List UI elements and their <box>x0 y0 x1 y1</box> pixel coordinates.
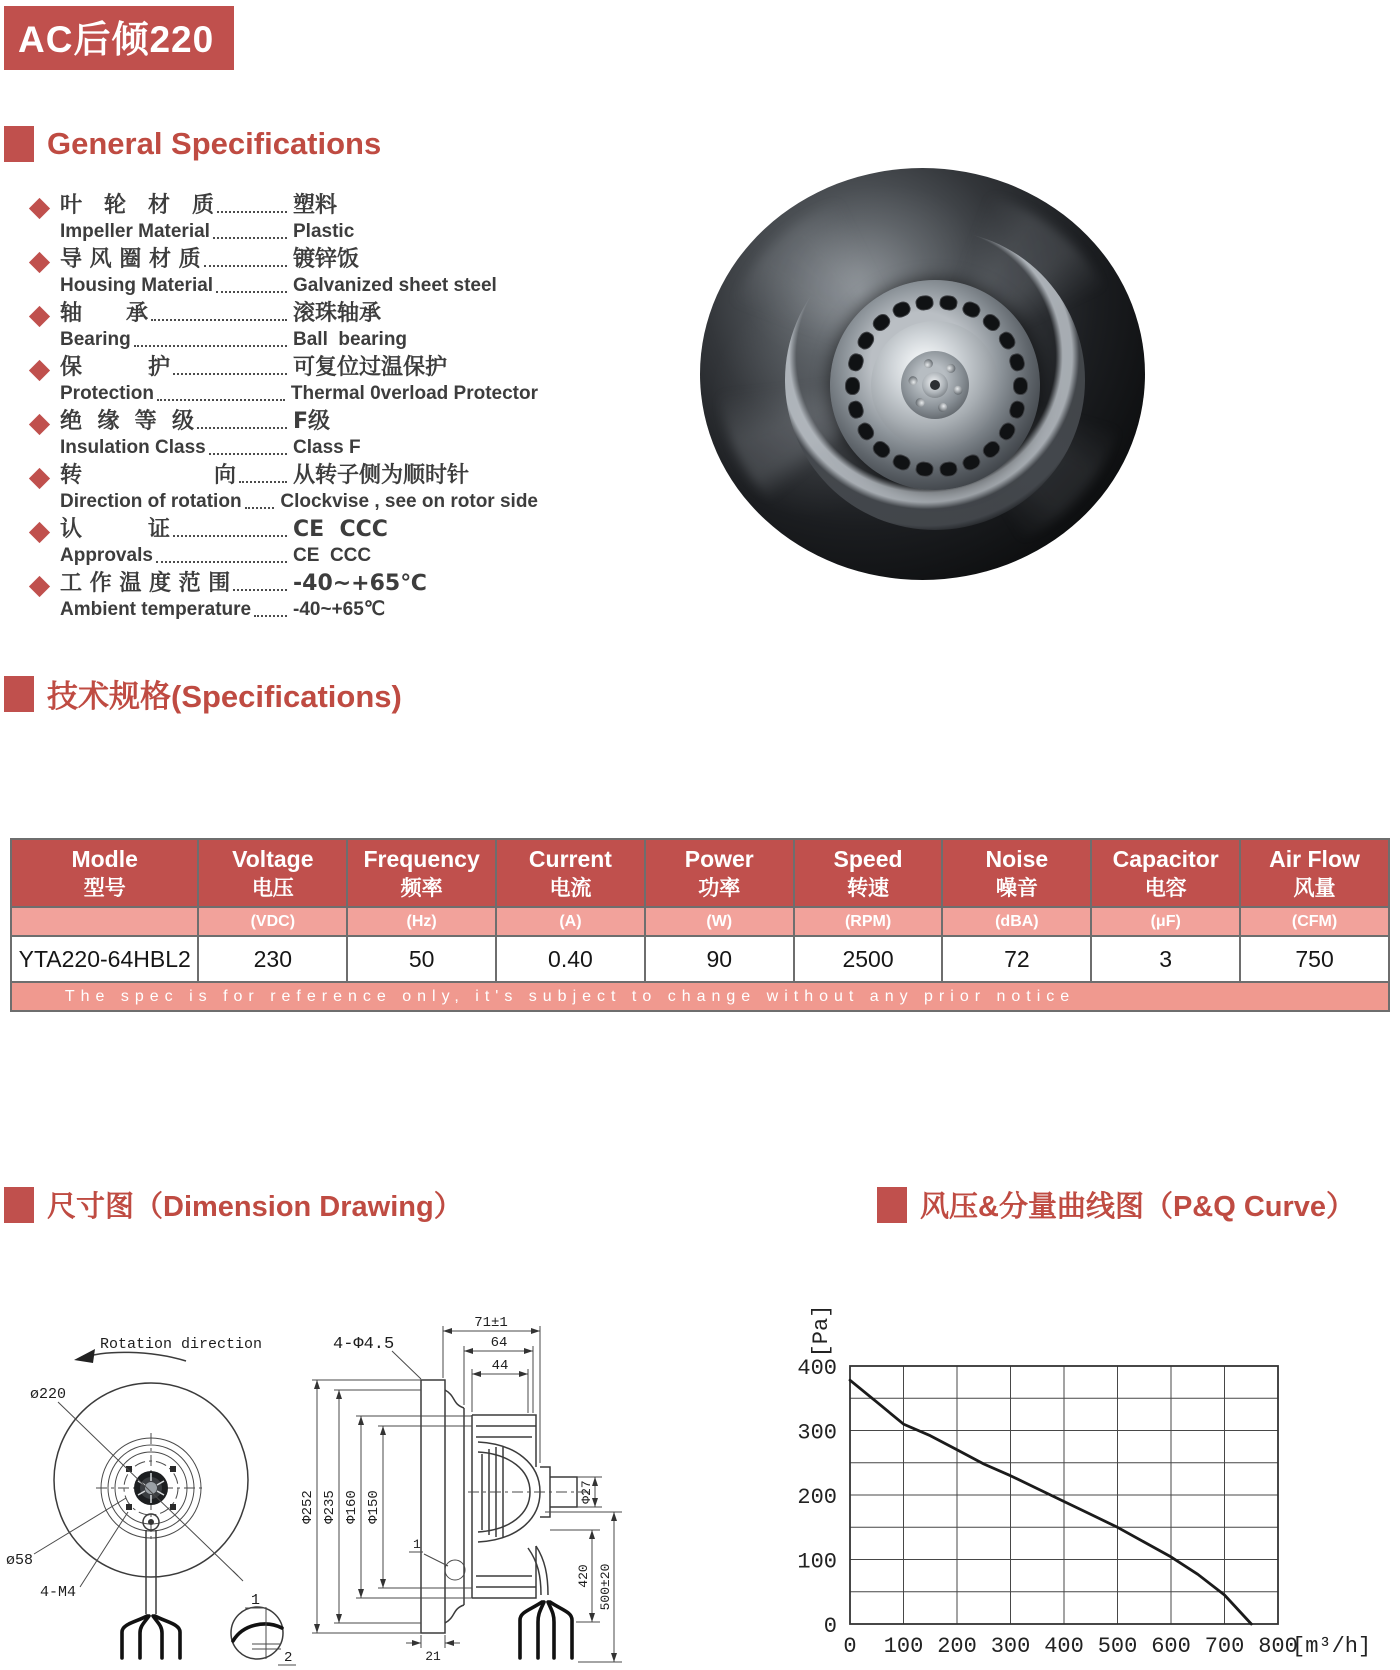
spec-line-en <box>60 381 538 407</box>
dotted-leader <box>204 265 287 267</box>
spec-value-en: Ball bearing <box>293 329 408 350</box>
rotor-vent-hole <box>1013 377 1028 395</box>
x-tick-label: 700 <box>1204 1634 1245 1659</box>
holes-leader <box>392 1351 421 1379</box>
spec-line-zh <box>60 570 538 597</box>
cable-gland-center <box>148 1519 154 1525</box>
side-cable-2 <box>528 1548 541 1595</box>
spec-line-zh <box>60 516 538 543</box>
spec-line-zh <box>60 354 538 381</box>
column-unit-2: (Hz) <box>347 907 496 936</box>
x-tick-label: 200 <box>937 1634 977 1659</box>
column-header-en: Voltage <box>232 846 314 872</box>
column-header-en: Frequency <box>363 846 480 872</box>
y-tick-label: 300 <box>797 1420 837 1446</box>
d160-label: Φ160 <box>344 1490 360 1524</box>
column-header-1 <box>198 839 347 907</box>
column-unit-5: (RPM) <box>794 907 943 936</box>
diamond-bullet-icon <box>29 576 50 597</box>
page-title: AC后倾220 <box>4 6 234 70</box>
spec-line-zh <box>60 408 538 435</box>
spec-line-en <box>60 489 538 515</box>
spec-label-en: Approvals <box>60 545 153 566</box>
spec-label-zh: 认 证 <box>60 517 171 542</box>
column-header-en: Power <box>684 846 754 872</box>
hub-screw <box>913 396 926 409</box>
dimension-drawing <box>0 1230 630 1670</box>
spec-value-zh: 镀锌饭 <box>293 247 360 272</box>
spec-label-en: Insulation Class <box>60 437 206 458</box>
pq-curve-chart <box>735 1225 1395 1670</box>
dim21-label: 21 <box>425 1649 441 1664</box>
spec-line-zh <box>60 192 538 219</box>
general-specs-heading <box>4 126 381 162</box>
spec-value-zh: 可复位过温保护 <box>293 355 448 380</box>
m4-label: 4-M4 <box>40 1584 77 1601</box>
holes-label: 4-Φ4.5 <box>333 1335 395 1354</box>
spec-item-6 <box>32 516 552 569</box>
hub-screw <box>922 357 933 368</box>
bottom-dim-extensions <box>421 1635 445 1648</box>
spec-label-en: Housing Material <box>60 275 214 296</box>
dotted-leader <box>157 399 285 401</box>
spec-line-en <box>60 543 538 569</box>
dotted-leader <box>213 237 287 239</box>
detail2-label: 2 <box>284 1650 293 1666</box>
rotor-vent-hole <box>870 311 893 334</box>
rotor-vent-hole <box>1007 352 1026 373</box>
spec-item-7 <box>32 570 552 623</box>
x-tick-label: 100 <box>883 1634 924 1659</box>
table-cell-7: 3 <box>1091 936 1240 982</box>
column-header-zh: 转速 <box>847 876 890 900</box>
column-header-en: Capacitor <box>1112 846 1219 872</box>
table-footnote-row <box>11 982 1389 1011</box>
hub-screw <box>936 401 947 412</box>
dotted-leader <box>151 319 287 321</box>
diamond-bullet-icon <box>29 252 50 273</box>
column-header-zh: 电流 <box>549 876 592 900</box>
dotted-leader <box>217 211 287 213</box>
spec-value-zh: F级 <box>293 409 331 434</box>
spec-label-zh: 保 护 <box>60 355 171 380</box>
column-header-zh: 型号 <box>83 876 126 900</box>
column-unit-8: (CFM) <box>1240 907 1389 936</box>
spec-value-en: -40~+65℃ <box>293 599 386 620</box>
spec-line-zh <box>60 300 538 327</box>
pq-curve-heading <box>877 1184 1355 1225</box>
column-header-5 <box>794 839 943 907</box>
rotor-vent-hole <box>938 294 958 311</box>
diamond-bullet-icon <box>29 360 50 381</box>
table-cell-1: 230 <box>198 936 347 982</box>
x-tick-label: 0 <box>843 1634 857 1659</box>
table-cell-5: 2500 <box>794 936 943 982</box>
dotted-leader <box>245 507 275 509</box>
dim44-label: 44 <box>491 1358 509 1374</box>
d220-leader <box>58 1402 238 1576</box>
spec-line-en <box>60 273 538 299</box>
dim64-label: 64 <box>490 1335 508 1351</box>
spec-item-lines <box>60 408 552 461</box>
rotor-vent-hole <box>890 452 913 473</box>
x-tick-label: 300 <box>990 1634 1031 1659</box>
spec-value-en: Class F <box>293 437 361 458</box>
table-cell-8: 750 <box>1240 936 1389 982</box>
rotor-vent-hole <box>996 420 1018 443</box>
column-unit-6: (dBA) <box>942 907 1091 936</box>
rotor-vent-hole <box>855 420 877 443</box>
y-tick-label: 400 <box>797 1356 837 1381</box>
spec-line-zh <box>60 462 538 489</box>
column-unit-4: (W) <box>645 907 794 936</box>
spec-item-4 <box>32 408 552 461</box>
spec-item-1 <box>32 246 552 299</box>
pq-curve-heading-label: 风压&分量曲线图（P&Q Curve） <box>920 1191 1356 1223</box>
column-header-en: Noise <box>985 846 1049 872</box>
rotor-vent-hole <box>996 329 1018 352</box>
dim420-label: 420 <box>576 1564 591 1588</box>
spec-label-en: Ambient temperature <box>60 599 252 620</box>
spec-item-lines <box>60 246 552 299</box>
column-header-0 <box>11 839 198 907</box>
spec-line-zh <box>60 246 538 273</box>
rotor-vent-hole <box>846 399 865 420</box>
spec-item-lines <box>60 516 552 569</box>
red-square-icon <box>4 126 34 162</box>
dotted-leader <box>216 291 287 293</box>
red-square-icon <box>877 1187 907 1223</box>
spec-value-en: Plastic <box>293 221 355 242</box>
column-header-8 <box>1240 839 1389 907</box>
dotted-leader <box>197 427 287 429</box>
d27-label: Φ27 <box>579 1480 594 1504</box>
dimension-heading <box>4 1184 463 1225</box>
spec-item-3 <box>32 354 552 407</box>
general-specs-list <box>32 192 552 624</box>
y-tick-label: 200 <box>797 1485 837 1510</box>
hub-screw <box>907 375 918 386</box>
detail-arc <box>233 1624 282 1641</box>
d220-label: ø220 <box>30 1386 67 1403</box>
column-header-en: Current <box>528 846 612 872</box>
spec-item-5 <box>32 462 552 515</box>
column-unit-7: (μF) <box>1091 907 1240 936</box>
column-header-en: Modle <box>71 846 138 872</box>
spec-value-en: Thermal 0verload Protector <box>290 383 538 404</box>
rotor-vent-hole <box>845 377 860 395</box>
side-view-outline <box>421 1380 577 1633</box>
y-axis-unit-label: [Pa] <box>809 1304 834 1358</box>
column-unit-0 <box>11 907 198 936</box>
column-unit-1: (VDC) <box>198 907 347 936</box>
spec-item-0 <box>32 192 552 245</box>
spec-label-en: Impeller Material <box>60 221 210 242</box>
spec-item-lines <box>60 192 552 245</box>
table-cell-3: 0.40 <box>496 936 645 982</box>
dotted-leader <box>134 345 287 347</box>
rotor-vent-hole <box>890 299 913 320</box>
spec-label-zh: 轴 承 <box>60 301 149 326</box>
y-tick-label: 100 <box>797 1549 837 1575</box>
diamond-bullet-icon <box>29 306 50 327</box>
general-specs-heading-label: General Specifications <box>47 126 382 161</box>
spec-item-lines <box>60 300 552 353</box>
spec-item-lines <box>60 354 552 407</box>
rotor-vent-hole <box>915 294 935 311</box>
column-header-zh: 电容 <box>1144 876 1187 900</box>
table-cell-6: 72 <box>942 936 1091 982</box>
spec-line-en <box>60 597 538 623</box>
x-tick-label: 400 <box>1044 1634 1084 1659</box>
rotor-vent-hole <box>870 438 893 461</box>
spec-label-zh: 转 向 <box>60 463 237 488</box>
spec-value-en: Clockvise , see on rotor side <box>280 491 538 512</box>
table-footnote: The spec is for reference only, it's subject to change without any prior notice <box>11 982 1389 1011</box>
rotor-vent-hole <box>938 460 958 477</box>
x-tick-label: 500 <box>1097 1634 1138 1659</box>
spec-value-zh: CE CCC <box>293 517 388 542</box>
diamond-bullet-icon <box>29 468 50 489</box>
x-tick-label: 800 <box>1258 1634 1298 1659</box>
rotation-direction-label: Rotation direction <box>100 1336 263 1353</box>
spec-item-lines <box>60 462 552 515</box>
table-row <box>11 936 1389 982</box>
spec-label-zh: 导 风 圈 材 质 <box>60 247 201 272</box>
dotted-leader <box>254 615 287 617</box>
red-square-icon <box>4 1187 34 1223</box>
column-header-en: Speed <box>833 846 903 872</box>
dotted-leader <box>209 453 287 455</box>
rotor-vent-hole <box>855 329 877 352</box>
seam-detail-circle <box>445 1560 465 1580</box>
d252-label: Φ252 <box>300 1490 316 1524</box>
column-header-3 <box>496 839 645 907</box>
d235-label: Φ235 <box>322 1490 338 1524</box>
rotation-arrow <box>82 1352 186 1361</box>
column-header-4 <box>645 839 794 907</box>
spec-label-en: Protection <box>60 383 154 404</box>
column-header-zh: 功率 <box>698 876 741 900</box>
column-header-zh: 频率 <box>400 876 443 900</box>
fan-shaft-center <box>930 380 940 390</box>
d150-label: Φ150 <box>366 1490 382 1524</box>
x-tick-label: 600 <box>1151 1634 1191 1659</box>
dotted-leader <box>239 481 287 483</box>
dimension-heading-label: 尺寸图（Dimension Drawing） <box>47 1191 463 1223</box>
column-unit-3: (A) <box>496 907 645 936</box>
spec-value-en: Galvanized sheet steel <box>293 275 497 296</box>
rotor-vent-hole <box>980 438 1003 461</box>
column-header-en: Air Flow <box>1269 846 1360 872</box>
spec-label-zh: 工 作 温 度 范 围 <box>60 571 231 596</box>
column-header-6 <box>942 839 1091 907</box>
column-header-zh: 电压 <box>251 876 294 900</box>
dim71-label: 71±1 <box>474 1315 508 1331</box>
table-header-row <box>11 839 1389 907</box>
dotted-leader <box>173 535 287 537</box>
hub-screw <box>952 384 963 395</box>
y-tick-label: 0 <box>823 1614 837 1639</box>
diamond-bullet-icon <box>29 522 50 543</box>
spec-label-en: Bearing <box>60 329 131 350</box>
rotor-vent-hole <box>1007 399 1026 420</box>
rotor-vent-hole <box>915 460 935 477</box>
diamond-bullet-icon <box>29 198 50 219</box>
specifications-heading <box>4 671 402 716</box>
spec-label-en: Direction of rotation <box>60 491 242 512</box>
table-cell-2: 50 <box>347 936 496 982</box>
spec-line-en <box>60 219 538 245</box>
m4-leader <box>80 1512 128 1587</box>
red-square-icon <box>4 676 34 712</box>
column-header-2 <box>347 839 496 907</box>
seam-callout-label: 1 <box>413 1537 421 1552</box>
spec-item-2 <box>32 300 552 353</box>
column-header-7 <box>1091 839 1240 907</box>
table-cell-4: 90 <box>645 936 794 982</box>
dotted-leader <box>173 373 287 375</box>
rotor-vent-hole <box>846 352 865 373</box>
rotation-arrowhead <box>74 1349 95 1363</box>
cable-fork-front <box>122 1616 180 1658</box>
dim500-label: 500±20 <box>598 1563 613 1611</box>
hub-screw <box>944 362 957 375</box>
table-units-row <box>11 907 1389 936</box>
d58-label: ø58 <box>6 1552 34 1569</box>
specifications-heading-label: 技术规格(Specifications) <box>47 679 402 714</box>
fan-product-photo <box>700 168 1145 580</box>
spec-item-lines <box>60 570 552 623</box>
cable-fork-side <box>520 1602 572 1658</box>
spec-line-en <box>60 327 538 353</box>
spec-value-zh: 滚珠轴承 <box>293 301 382 326</box>
rotor-vent-hole <box>960 452 983 473</box>
spec-value-zh: 塑料 <box>293 193 338 218</box>
spec-table <box>10 838 1390 1012</box>
spec-value-zh: 从转子侧为顺时针 <box>293 463 470 488</box>
rotor-vent-hole <box>960 299 983 320</box>
spec-line-en <box>60 435 538 461</box>
spec-label-zh: 绝 缘 等 级 <box>60 409 194 434</box>
column-header-zh: 风量 <box>1293 876 1336 900</box>
dotted-leader <box>233 589 287 591</box>
spec-value-en: CE CCC <box>293 545 372 566</box>
table-cell-0: YTA220-64HBL2 <box>11 936 198 982</box>
spec-label-zh: 叶 轮 材 质 <box>60 193 215 218</box>
rotor-vent-hole <box>980 311 1003 334</box>
dotted-leader <box>156 561 287 563</box>
x-axis-unit-label: [m³/h] <box>1292 1634 1372 1659</box>
pq-curve-line <box>850 1380 1251 1624</box>
column-header-zh: 噪音 <box>995 876 1038 900</box>
detail1-label: 1 <box>251 1592 261 1609</box>
diamond-bullet-icon <box>29 414 50 435</box>
leader-tick-1 <box>233 1571 243 1581</box>
spec-value-zh: -40~+65℃ <box>293 571 427 596</box>
